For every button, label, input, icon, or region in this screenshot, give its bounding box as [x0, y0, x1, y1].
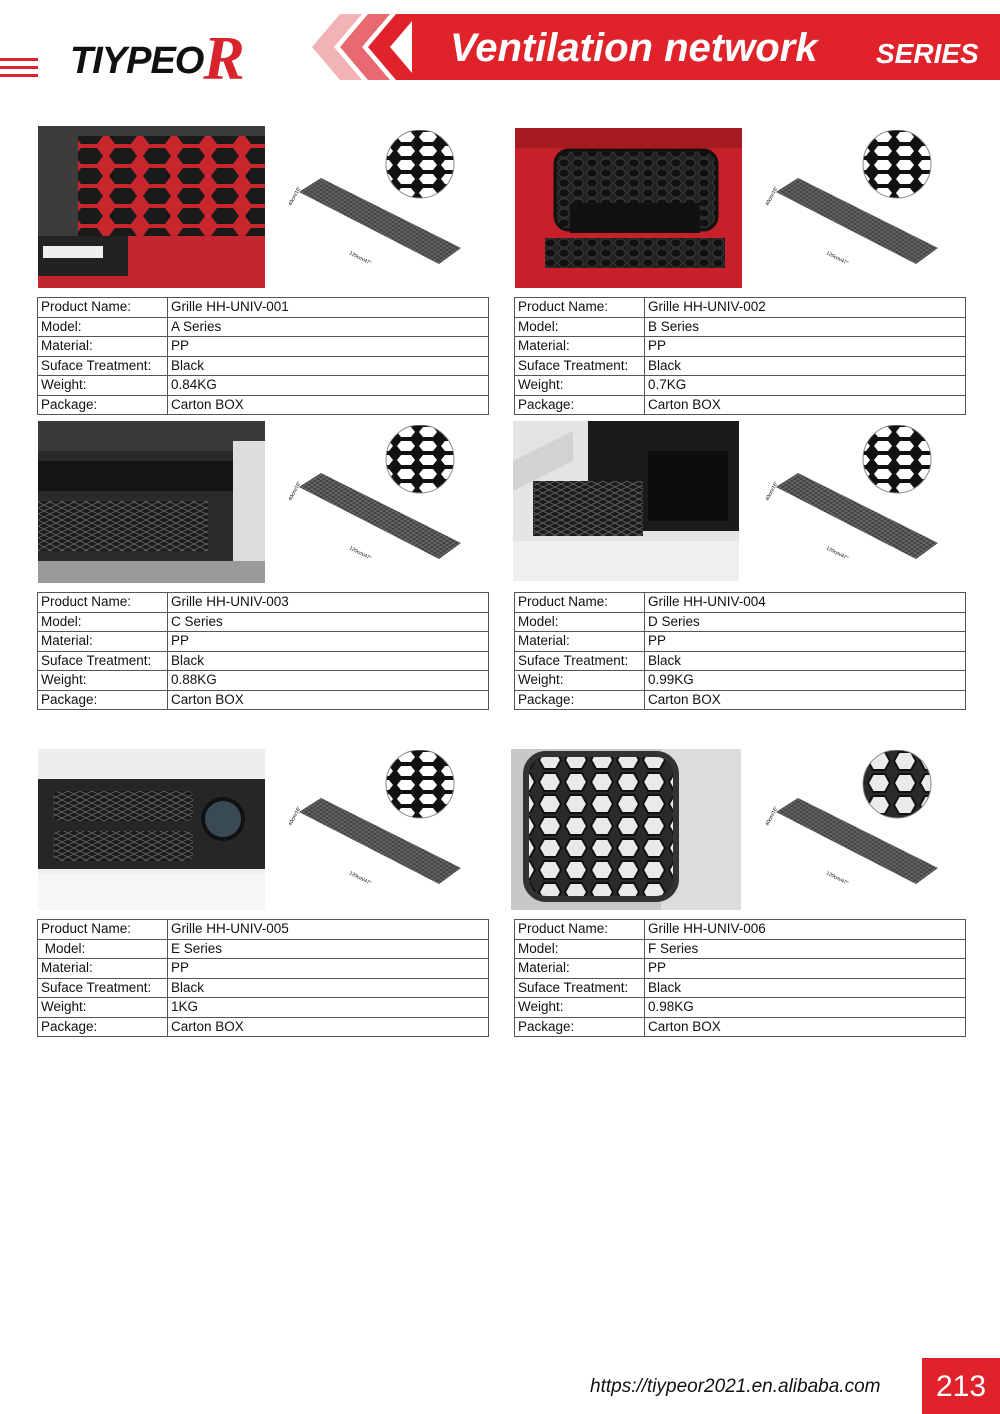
table-row: [38, 920, 489, 940]
product-name-1: Grille HH-UNIV-001: [168, 298, 489, 318]
table-row: [515, 671, 966, 691]
material-6: PP: [645, 959, 966, 979]
panel-length-label: 120cm/47": [348, 250, 372, 267]
header-stripes: [0, 58, 38, 82]
label-model: Model:: [38, 612, 168, 632]
table-row: [38, 651, 489, 671]
label-surface: Suface Treatment:: [515, 356, 645, 376]
table-row: [515, 959, 966, 979]
product-name-6: Grille HH-UNIV-006: [645, 920, 966, 940]
surface-2: Black: [645, 356, 966, 376]
panel-width-label: 40cm/16": [764, 185, 780, 207]
material-4: PP: [645, 632, 966, 652]
label-package: Package:: [38, 395, 168, 415]
label-weight: Weight:: [515, 376, 645, 396]
label-surface: Suface Treatment:: [38, 651, 168, 671]
product-photo-1: [38, 126, 265, 288]
product-name-5: Grille HH-UNIV-005: [168, 920, 489, 940]
product-photo-4: [513, 421, 739, 581]
material-2: PP: [645, 337, 966, 357]
label-model: Model:: [515, 317, 645, 337]
label-model: Model:: [515, 939, 645, 959]
model-6: F Series: [645, 939, 966, 959]
table-row: [38, 959, 489, 979]
product-photo-6: [511, 749, 741, 910]
product-name-2: Grille HH-UNIV-002: [645, 298, 966, 318]
label-product-name: Product Name:: [38, 298, 168, 318]
spec-table-1: [37, 297, 489, 415]
spec-table-4: [514, 592, 966, 710]
footer-url[interactable]: https://tiypeor2021.en.alibaba.com: [590, 1376, 881, 1397]
brand-text: TIYPEO: [70, 40, 204, 82]
material-5: PP: [168, 959, 489, 979]
label-material: Material:: [38, 632, 168, 652]
product-photo-2: [515, 128, 742, 288]
table-row: [38, 632, 489, 652]
series-label: SERIES: [876, 38, 979, 69]
page-number-box: [922, 1358, 1000, 1414]
table-row: [38, 593, 489, 613]
table-row: [515, 356, 966, 376]
mesh-panel-4: [762, 425, 947, 575]
mesh-panel-3: [285, 425, 470, 575]
package-3: Carton BOX: [168, 690, 489, 710]
label-surface: Suface Treatment:: [515, 978, 645, 998]
model-2: B Series: [645, 317, 966, 337]
table-row: [515, 632, 966, 652]
label-surface: Suface Treatment:: [515, 651, 645, 671]
page-number: 213: [935, 1370, 987, 1403]
weight-5: 1KG: [168, 998, 489, 1018]
panel-length-label: 120cm/47": [348, 545, 372, 562]
page-header: [0, 0, 1000, 110]
table-row: [515, 376, 966, 396]
spec-table-3: [37, 592, 489, 710]
label-material: Material:: [515, 959, 645, 979]
label-surface: Suface Treatment:: [38, 356, 168, 376]
label-material: Material:: [38, 959, 168, 979]
model-1: A Series: [168, 317, 489, 337]
panel-length-label: 120cm/47": [348, 870, 372, 887]
label-weight: Weight:: [38, 671, 168, 691]
spec-table-6: [514, 919, 966, 1037]
label-weight: Weight:: [515, 671, 645, 691]
label-product-name: Product Name:: [515, 920, 645, 940]
label-material: Material:: [515, 632, 645, 652]
surface-3: Black: [168, 651, 489, 671]
label-model: Model:: [38, 317, 168, 337]
panel-length-label: 120cm/47": [825, 250, 849, 267]
label-package: Package:: [515, 1017, 645, 1037]
package-4: Carton BOX: [645, 690, 966, 710]
panel-width-label: 40cm/16": [287, 805, 303, 827]
table-row: [515, 298, 966, 318]
panel-width-label: 40cm/16": [287, 185, 303, 207]
table-row: [38, 337, 489, 357]
label-weight: Weight:: [38, 998, 168, 1018]
table-row: [515, 593, 966, 613]
table-row: [38, 395, 489, 415]
spec-table-2: [514, 297, 966, 415]
brand-logo: [70, 18, 244, 93]
panel-width-label: 40cm/16": [287, 480, 303, 502]
table-row: [38, 978, 489, 998]
table-row: [38, 356, 489, 376]
table-row: [515, 920, 966, 940]
label-model: Model:: [38, 939, 168, 959]
weight-1: 0.84KG: [168, 376, 489, 396]
label-product-name: Product Name:: [38, 593, 168, 613]
model-5: E Series: [168, 939, 489, 959]
table-row: [515, 337, 966, 357]
page-title: Ventilation network: [450, 26, 818, 70]
label-package: Package:: [38, 1017, 168, 1037]
package-5: Carton BOX: [168, 1017, 489, 1037]
surface-4: Black: [645, 651, 966, 671]
surface-1: Black: [168, 356, 489, 376]
product-name-4: Grille HH-UNIV-004: [645, 593, 966, 613]
label-material: Material:: [515, 337, 645, 357]
panel-length-label: 120cm/47": [825, 545, 849, 562]
product-photo-5: [38, 749, 265, 910]
panel-width-label: 40cm/16": [764, 805, 780, 827]
table-row: [515, 939, 966, 959]
table-row: [515, 998, 966, 1018]
table-row: [38, 1017, 489, 1037]
weight-2: 0.7KG: [645, 376, 966, 396]
table-row: [515, 317, 966, 337]
table-row: [38, 671, 489, 691]
panel-width-label: 40cm/16": [764, 480, 780, 502]
label-product-name: Product Name:: [38, 920, 168, 940]
material-3: PP: [168, 632, 489, 652]
label-package: Package:: [515, 395, 645, 415]
brand-r: R: [203, 25, 244, 93]
table-row: [38, 317, 489, 337]
product-photo-3: [38, 421, 265, 583]
table-row: [38, 939, 489, 959]
label-product-name: Product Name:: [515, 298, 645, 318]
label-package: Package:: [515, 690, 645, 710]
spec-table-5: [37, 919, 489, 1037]
package-1: Carton BOX: [168, 395, 489, 415]
table-row: [515, 395, 966, 415]
label-weight: Weight:: [38, 376, 168, 396]
weight-3: 0.88KG: [168, 671, 489, 691]
label-weight: Weight:: [515, 998, 645, 1018]
table-row: [515, 612, 966, 632]
model-4: D Series: [645, 612, 966, 632]
table-row: [38, 690, 489, 710]
table-row: [515, 690, 966, 710]
package-2: Carton BOX: [645, 395, 966, 415]
weight-6: 0.98KG: [645, 998, 966, 1018]
weight-4: 0.99KG: [645, 671, 966, 691]
panel-length-label: 120cm/47": [825, 870, 849, 887]
label-model: Model:: [515, 612, 645, 632]
chevron-arrows-icon: [300, 14, 430, 80]
table-row: [38, 298, 489, 318]
table-row: [38, 612, 489, 632]
table-row: [38, 376, 489, 396]
package-6: Carton BOX: [645, 1017, 966, 1037]
mesh-panel-6: [762, 750, 947, 900]
mesh-panel-5: [285, 750, 470, 900]
mesh-panel-1: [285, 130, 470, 280]
model-3: C Series: [168, 612, 489, 632]
mesh-panel-2: [762, 130, 947, 280]
surface-6: Black: [645, 978, 966, 998]
label-product-name: Product Name:: [515, 593, 645, 613]
material-1: PP: [168, 337, 489, 357]
surface-5: Black: [168, 978, 489, 998]
table-row: [515, 978, 966, 998]
label-surface: Suface Treatment:: [38, 978, 168, 998]
table-row: [515, 1017, 966, 1037]
product-name-3: Grille HH-UNIV-003: [168, 593, 489, 613]
table-row: [515, 651, 966, 671]
table-row: [38, 998, 489, 1018]
label-package: Package:: [38, 690, 168, 710]
label-material: Material:: [38, 337, 168, 357]
